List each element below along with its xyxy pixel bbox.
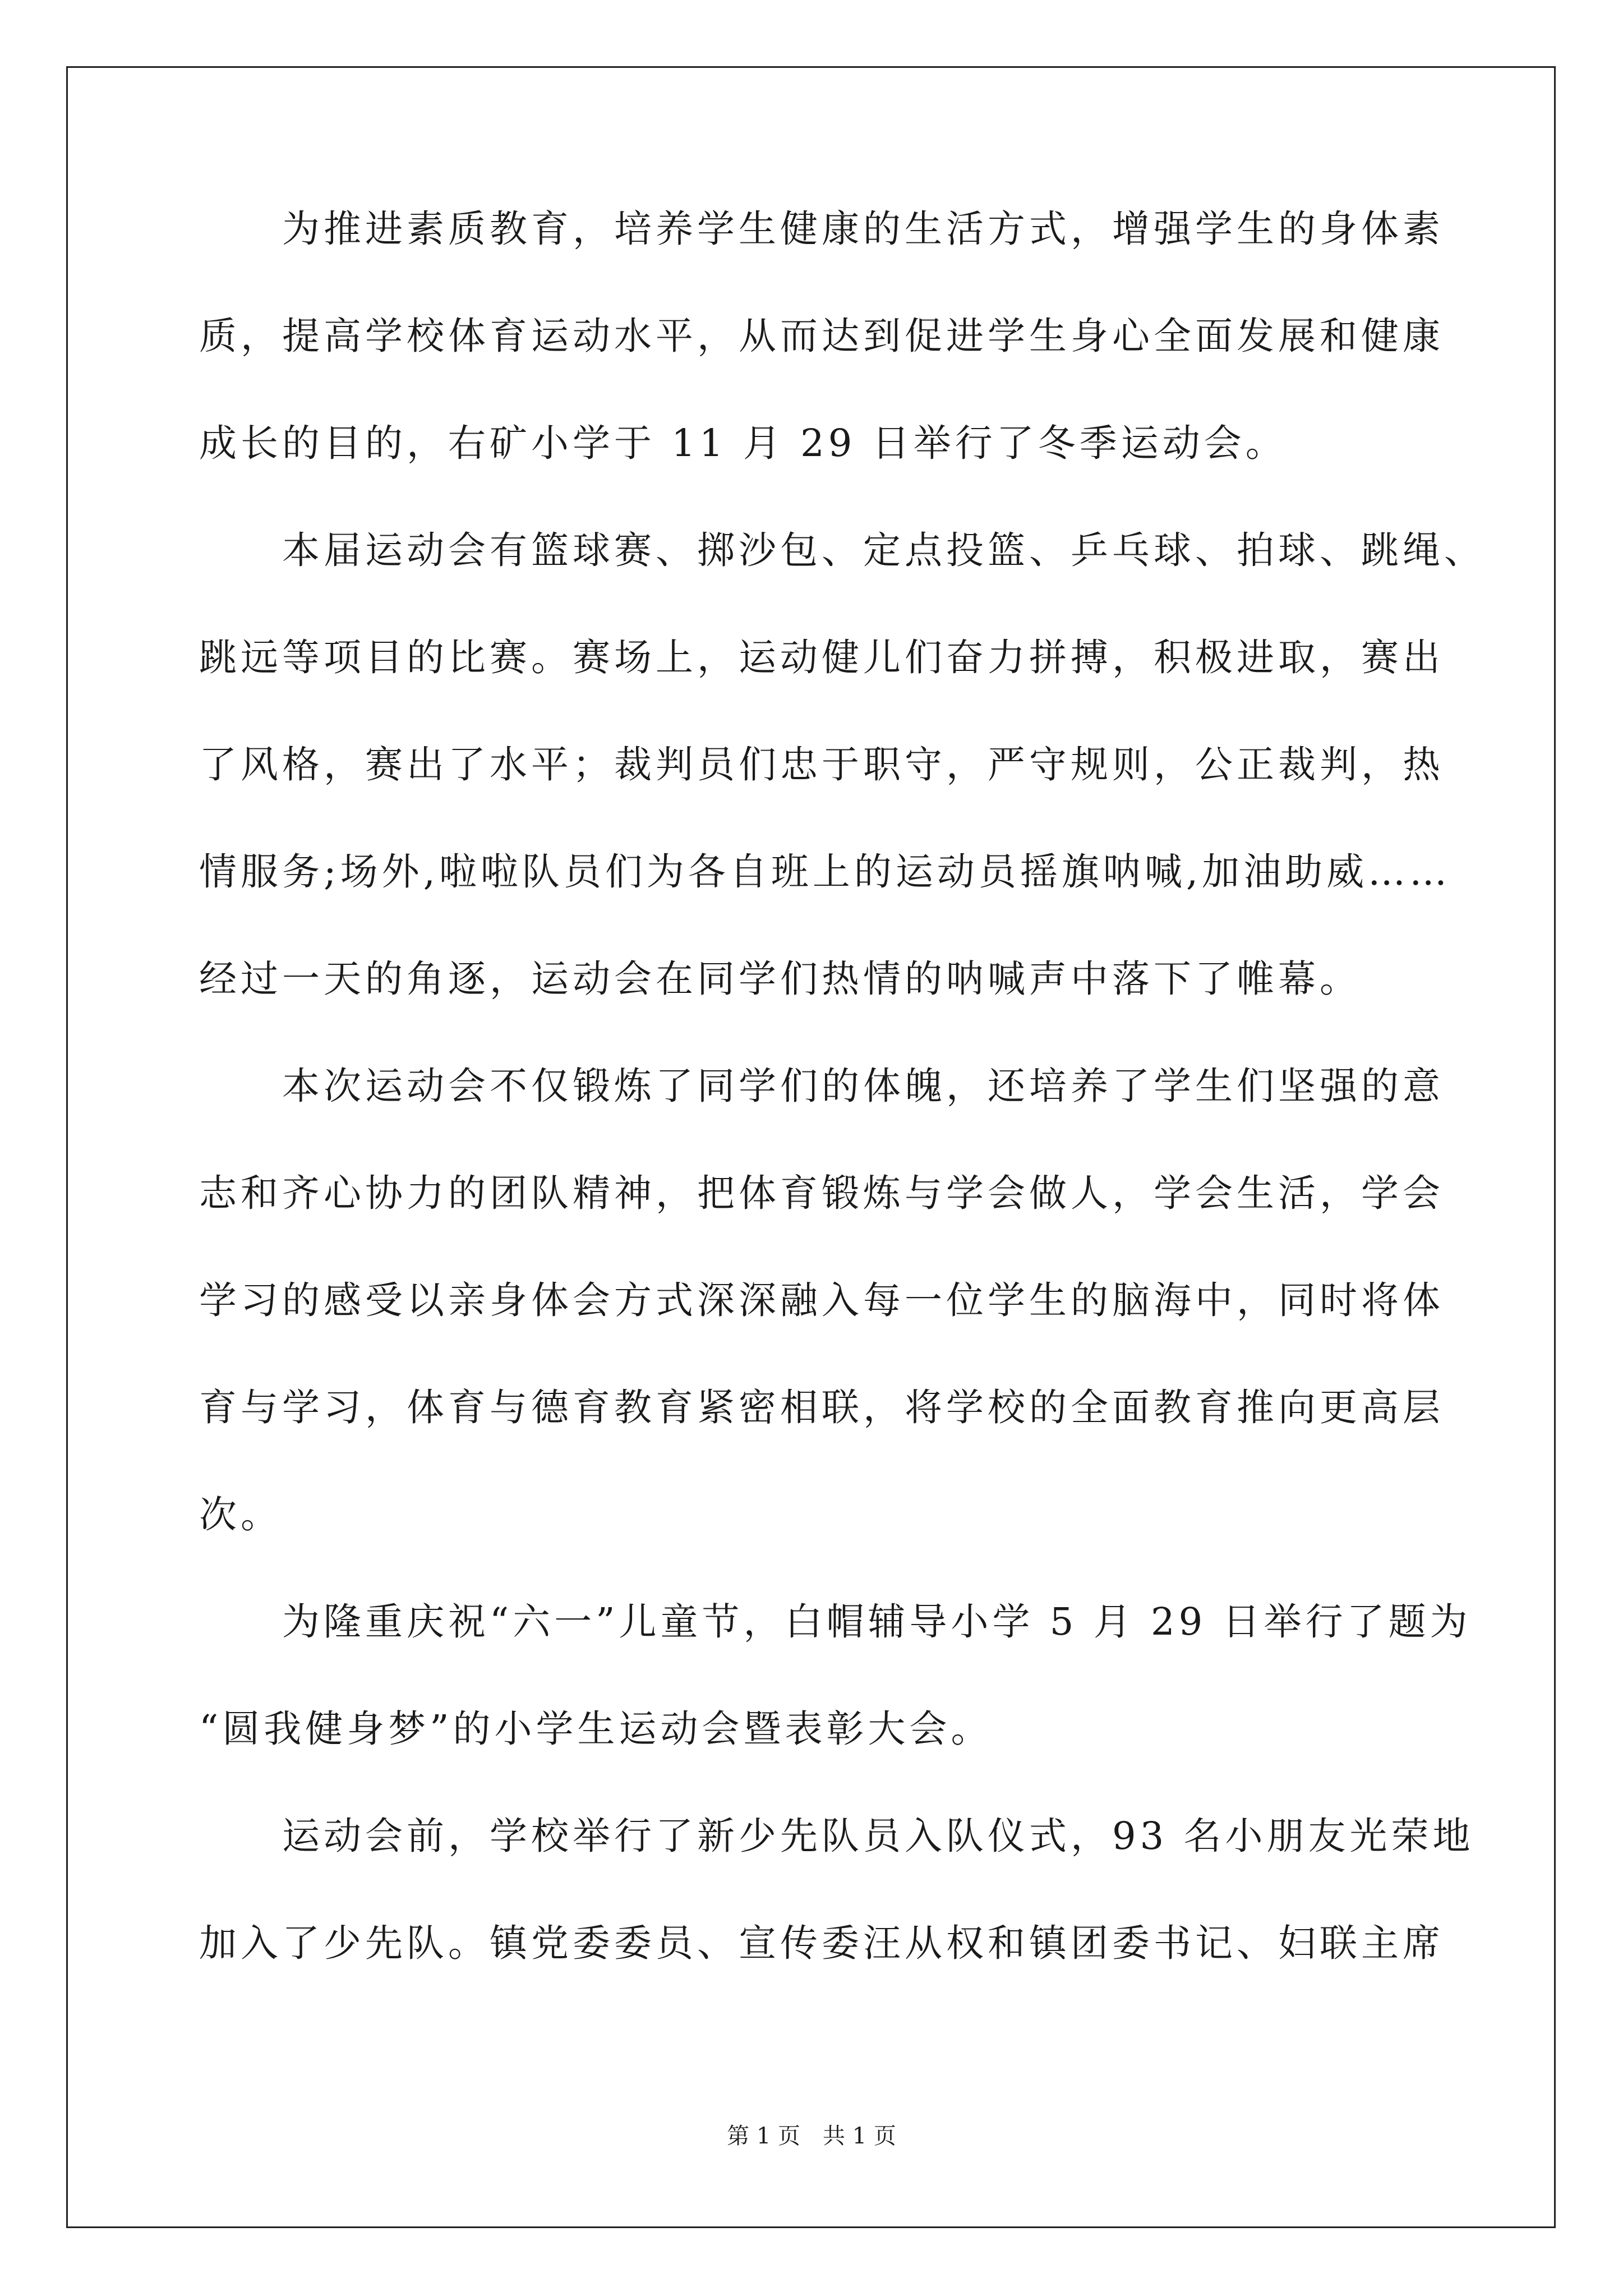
text-line-11: 学习的感受以亲身体会方式深深融入每一位学生的脑海中，同时将体 xyxy=(199,1278,1444,1322)
text-line-6: 了风格，赛出了水平；裁判员们忠于职守，严守规则，公正裁判，热 xyxy=(199,743,1444,786)
text-line-8: 经过一天的角逐，运动会在同学们热情的呐喊声中落下了帷幕。 xyxy=(199,957,1361,1001)
text-line-13: 次。 xyxy=(199,1493,282,1536)
page-footer: 第 1 页 共 1 页 xyxy=(727,2123,896,2149)
text-line-15: “圆我健身梦”的小学生运动会暨表彰大会。 xyxy=(199,1707,993,1751)
text-line-17: 加入了少先队。镇党委委员、宣传委汪从权和镇团委书记、妇联主席 xyxy=(199,1921,1444,1965)
text-line-3: 成长的目的，右矿小学于 11 月 29 日举行了冬季运动会。 xyxy=(199,421,1287,465)
text-line-10: 志和齐心协力的团队精神，把体育锻炼与学会做人，学会生活，学会 xyxy=(199,1171,1444,1215)
text-line-7: 情服务;场外,啦啦队员们为各自班上的运动员摇旗呐喊,加油助威…… xyxy=(199,850,1451,894)
text-line-2: 质，提高学校体育运动水平，从而达到促进学生身心全面发展和健康 xyxy=(199,314,1444,358)
page-border xyxy=(66,66,1556,2228)
text-line-5: 跳远等项目的比赛。赛场上，运动健儿们奋力拼搏，积极进取，赛出 xyxy=(199,636,1444,679)
text-line-16: 运动会前，学校举行了新少先队员入队仪式，93 名小朋友光荣地 xyxy=(199,1814,1474,1858)
text-line-12: 育与学习，体育与德育教育紧密相联，将学校的全面教育推向更高层 xyxy=(199,1386,1444,1429)
text-line-9: 本次运动会不仅锻炼了同学们的体魄，还培养了学生们坚强的意 xyxy=(199,1064,1444,1108)
text-line-4: 本届运动会有篮球赛、掷沙包、定点投篮、乒乓球、拍球、跳绳、 xyxy=(199,528,1486,572)
text-line-14: 为隆重庆祝“六一”儿童节，白帽辅导小学 5 月 29 日举行了题为 xyxy=(199,1600,1472,1644)
text-line-1: 为推进素质教育，培养学生健康的生活方式，增强学生的身体素 xyxy=(199,207,1444,251)
